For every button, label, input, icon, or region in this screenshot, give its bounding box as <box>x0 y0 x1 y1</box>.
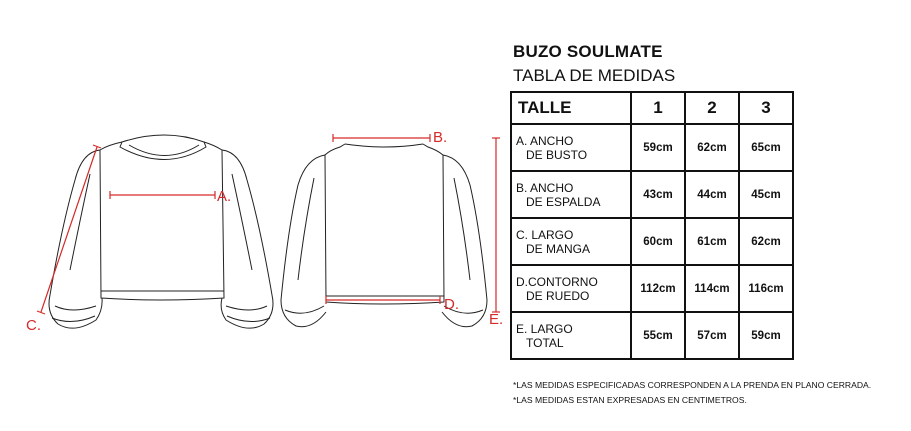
measurement-lines <box>37 134 500 314</box>
cell-value: 61cm <box>685 218 739 265</box>
table-row-contorno-de-ruedo <box>511 265 793 312</box>
table-row-ancho-de-busto <box>511 124 793 171</box>
table-row-ancho-de-espalda <box>511 171 793 218</box>
row-label-line2: DE ESPALDA <box>526 194 601 209</box>
row-label <box>511 312 631 359</box>
cell-value: 55cm <box>631 312 685 359</box>
header-talle: TALLE <box>511 92 631 124</box>
row-label <box>511 218 631 265</box>
cell-value: 62cm <box>685 124 739 171</box>
cell-value: 45cm <box>739 171 793 218</box>
cell-value: 112cm <box>631 265 685 312</box>
row-label-line2: DE RUEDO <box>526 288 590 303</box>
cell-value: 60cm <box>631 218 685 265</box>
cell-value: 44cm <box>685 171 739 218</box>
table-row-largo-total <box>511 312 793 359</box>
measure-label-a: A. <box>217 188 232 205</box>
header-size-1: 1 <box>631 92 685 124</box>
row-label-line1: C. LARGO <box>516 227 574 242</box>
row-label-line1: D.CONTORNO <box>516 274 598 289</box>
row-label <box>511 171 631 218</box>
cell-value: 59cm <box>631 124 685 171</box>
row-label-line2: DE MANGA <box>526 241 591 256</box>
measure-label-e: E. <box>489 311 504 328</box>
front-view-sweater <box>49 135 273 328</box>
row-label-line1: B. ANCHO <box>516 180 574 195</box>
cell-value: 65cm <box>739 124 793 171</box>
cell-value: 57cm <box>685 312 739 359</box>
cell-value: 43cm <box>631 171 685 218</box>
header-size-2: 2 <box>685 92 739 124</box>
product-title: BUZO SOULMATE <box>513 42 663 61</box>
footnote-units: *LAS MEDIDAS ESTAN EXPRESADAS EN CENTIMETROS. <box>513 395 747 405</box>
header-size-3: 3 <box>739 92 793 124</box>
cell-value: 59cm <box>739 312 793 359</box>
row-label-line2: TOTAL <box>526 335 564 350</box>
row-label <box>511 265 631 312</box>
measure-label-b: B. <box>433 129 448 146</box>
size-chart-title: TABLA DE MEDIDAS <box>513 66 676 85</box>
row-label-line1: A. ANCHO <box>516 133 574 148</box>
cell-value: 62cm <box>739 218 793 265</box>
footnotes <box>513 378 871 408</box>
cell-value: 114cm <box>685 265 739 312</box>
row-label-line1: E. LARGO <box>516 321 573 336</box>
size-table <box>510 91 794 360</box>
table-row-largo-de-manga <box>511 218 793 265</box>
row-label <box>511 124 631 171</box>
measure-label-d: D. <box>444 296 459 313</box>
cell-value: 116cm <box>739 265 793 312</box>
row-label-line2: DE BUSTO <box>526 147 588 162</box>
size-table-header-row <box>511 92 793 124</box>
measure-label-c: C. <box>26 317 41 334</box>
footnote-closed-garment: *LAS MEDIDAS ESPECIFICADAS CORRESPONDEN A LA PRENDA EN PLANO CERRADA. <box>513 380 872 390</box>
